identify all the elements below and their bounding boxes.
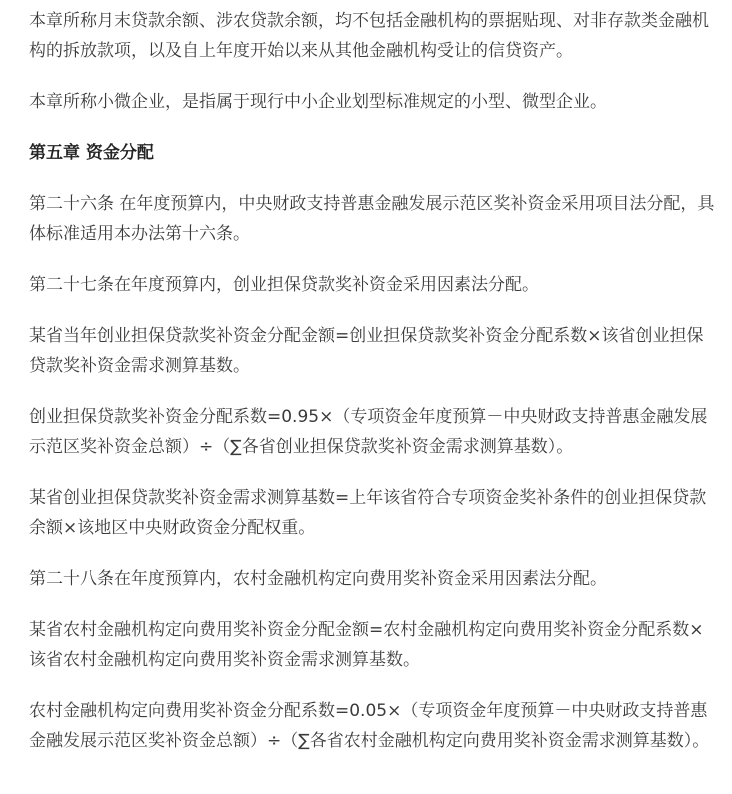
formula-demand-base: 某省创业担保贷款奖补资金需求测算基数=上年该省符合专项资金奖补条件的创业担保贷款余额×该地区中央财政资金分配权重。 xyxy=(29,488,707,538)
formula-allocation-coefficient: 创业担保贷款奖补资金分配系数=0.95×（专项资金年度预算－中央财政支持普惠金融发展示范区奖补资金总额）÷（∑各省创业担保贷款奖补资金需求测算基数）。 xyxy=(29,407,708,457)
paragraph-loan-balance-definition: 本章所称月末贷款余额、涉农贷款余额，均不包括金融机构的票据贴现、对非存款类金融机构的拆放款项，以及自上年度开始以来从其他金融机构受让的信贷资产。 xyxy=(29,11,709,61)
paragraph-small-micro-definition: 本章所称小微企业，是指属于现行中小企业划型标准规定的小型、微型企业。 xyxy=(29,92,607,112)
formula-rural-allocation: 某省农村金融机构定向费用奖补资金分配金额=农村金融机构定向费用奖补资金分配系数×该省农村金融机构定向费用奖补资金需求测算基数。 xyxy=(29,620,704,670)
article-26: 第二十六条 在年度预算内，中央财政支持普惠金融发展示范区奖补资金采用项目法分配，具体标准适用本办法第十六条。 xyxy=(29,194,715,244)
formula-provincial-allocation: 某省当年创业担保贷款奖补资金分配金额=创业担保贷款奖补资金分配系数×该省创业担保贷款奖补资金需求测算基数。 xyxy=(29,326,704,376)
article-body xyxy=(29,6,719,777)
article-28: 第二十八条在年度预算内，农村金融机构定向费用奖补资金采用因素法分配。 xyxy=(29,569,607,589)
formula-rural-coefficient: 农村金融机构定向费用奖补资金分配系数=0.05×（专项资金年度预算－中央财政支持普惠金融发展示范区奖补资金总额）÷（∑各省农村金融机构定向费用奖补资金需求测算基数）。 xyxy=(29,701,710,751)
chapter-heading: 第五章 资金分配 xyxy=(29,143,154,163)
article-27: 第二十七条在年度预算内，创业担保贷款奖补资金采用因素法分配。 xyxy=(29,275,539,295)
